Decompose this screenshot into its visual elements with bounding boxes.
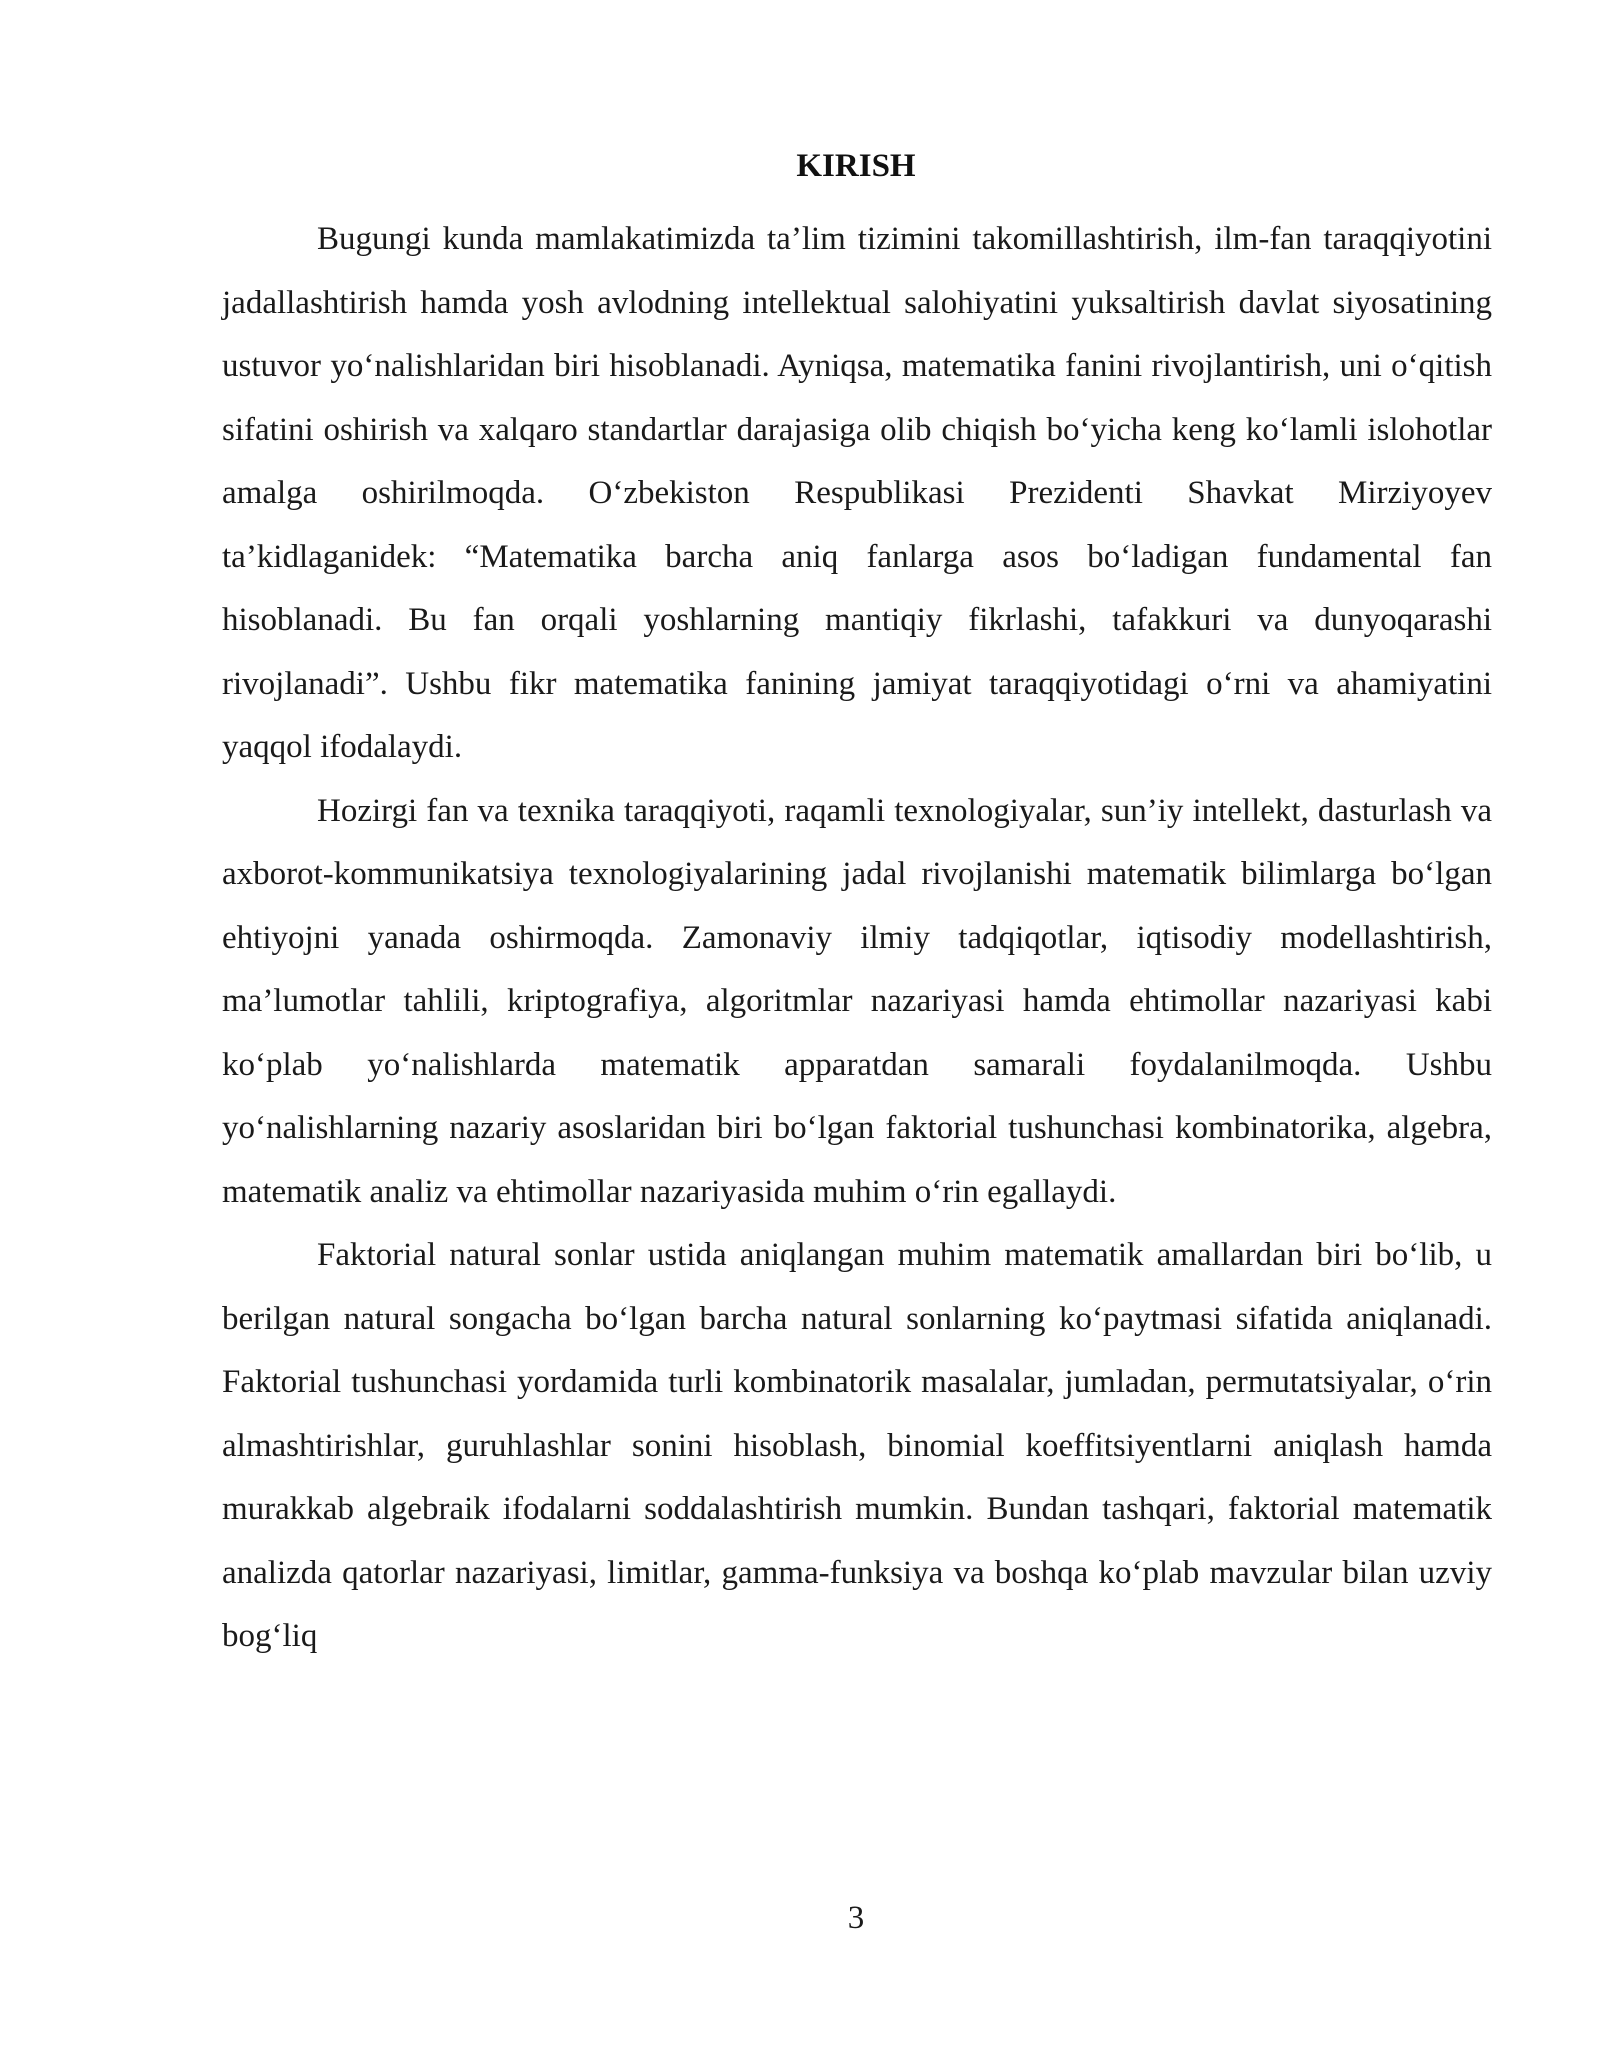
page-number: 3	[847, 1900, 865, 1936]
paragraph-3: Faktorial natural sonlar ustida aniqlangan muhim matematik amallardan biri bo‘lib, u berilgan natural songacha bo‘lgan barcha natural sonlarning ko‘paytmasi sifatida aniqlanadi. Faktorial tushunchasi yordamida turli kombinatorik masalalar, jumladan, permutatsiyalar, o‘rin almashtirishlar, guruhlashlar sonini hisoblash, binomial koeffitsiyentlarni aniqlash hamda murakkab algebraik ifodalarni soddalashtirish mumkin. Bundan tashqari, faktorial matematik analizda qatorlar nazariyasi, limitlar, gamma-funksiya va boshqa ko‘plab mavzular bilan uzviy bog‘liq	[222, 1237, 1492, 1654]
page-heading: KIRISH	[796, 148, 916, 184]
paragraph-1: Bugungi kunda mamlakatimizda ta’lim tizimini takomillashtirish, ilm-fan taraqqiyotini jadallashtirish hamda yosh avlodning intellektual salohiyatini yuksaltirish davlat siyosatining ustuvor yo‘nalishlaridan biri hisoblanadi. Ayniqsa, matematika fanini rivojlantirish, uni o‘qitish sifatini oshirish va xalqaro standartlar darajasiga olib chiqish bo‘yicha keng ko‘lamli islohotlar amalga oshirilmoqda. O‘zbekiston Respublikasi Prezidenti Shavkat Mirziyoyev ta’kidlaganidek: “Matematika barcha aniq fanlarga asos bo‘ladigan fundamental fan hisoblanadi. Bu fan orqali yoshlarning mantiqiy fikrlashi, tafakkuri va dunyoqarashi rivojlanadi”. Ushbu fikr matematika fanining jamiyat taraqqiyotidagi o‘rni va ahamiyatini yaqqol ifodalaydi.	[222, 221, 1492, 765]
paragraph-2: Hozirgi fan va texnika taraqqiyoti, raqamli texnologiyalar, sun’iy intellekt, dasturlash va axborot-kommunikatsiya texnologiyalarining jadal rivojlanishi matematik bilimlarga bo‘lgan ehtiyojni yanada oshirmoqda. Zamonaviy ilmiy tadqiqotlar, iqtisodiy modellashtirish, ma’lumotlar tahlili, kriptografiya, algoritmlar nazariyasi hamda ehtimollar nazariyasi kabi ko‘plab yo‘nalishlarda matematik apparatdan samarali foydalanilmoqda. Ushbu yo‘nalishlarning nazariy asoslaridan biri bo‘lgan faktorial tushunchasi kombinatorika, algebra, matematik analiz va ehtimollar nazariyasida muhim o‘rin egallaydi.	[222, 792, 1492, 1210]
body-text	[222, 208, 1492, 1669]
